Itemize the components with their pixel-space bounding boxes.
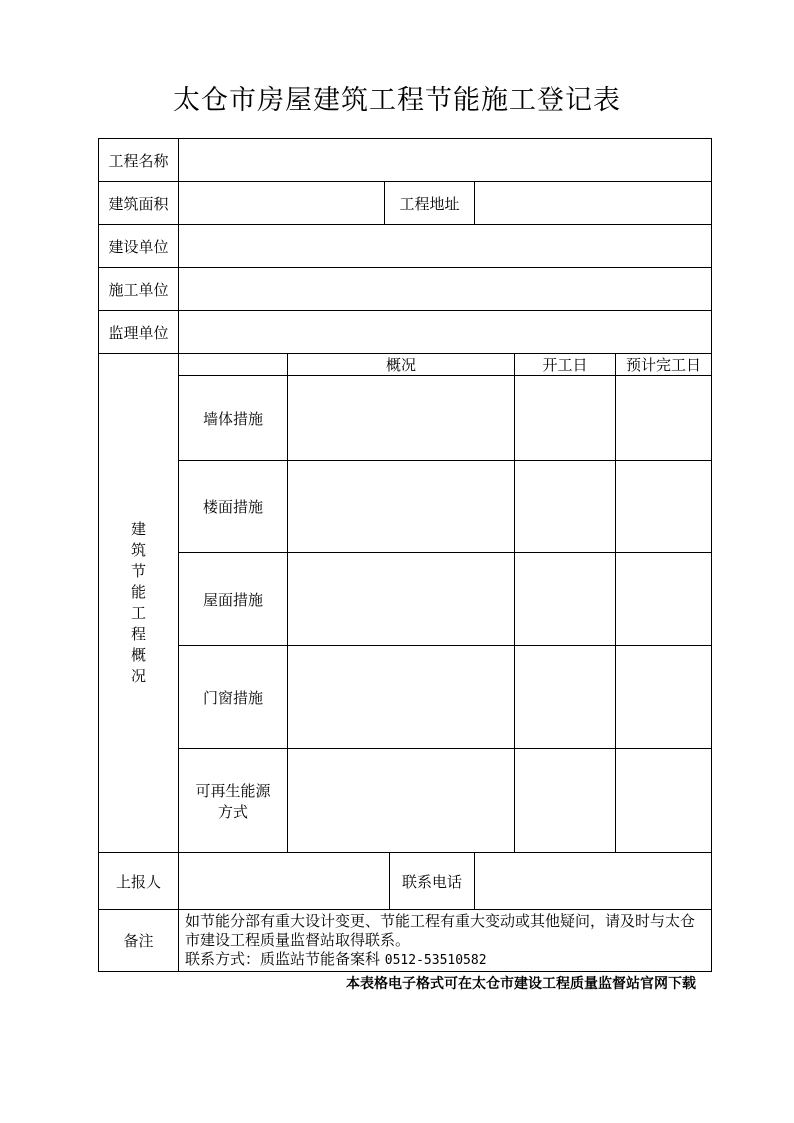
- renewable-energy-label: 可再生能源方式: [179, 749, 288, 853]
- door-window-summary-field[interactable]: [288, 646, 515, 749]
- floor-finish-field[interactable]: [616, 461, 712, 553]
- expected-finish-header: 预计完工日: [616, 354, 712, 376]
- contact-phone-field[interactable]: [475, 853, 712, 910]
- door-window-finish-field[interactable]: [616, 646, 712, 749]
- renewable-summary-field[interactable]: [288, 749, 515, 853]
- summary-header: 概况: [288, 354, 515, 376]
- project-address-label: 工程地址: [385, 182, 475, 225]
- remarks-line-2: 联系方式：质监站节能备案科 0512-53510582: [185, 949, 487, 968]
- download-note: 本表格电子格式可在太仓市建设工程质量监督站官网下载: [346, 976, 696, 992]
- reporter-label: 上报人: [99, 853, 179, 910]
- measure-header-blank: [179, 354, 288, 376]
- contact-phone-label: 联系电话: [390, 853, 475, 910]
- remarks-label: 备注: [99, 910, 179, 972]
- remarks-content: [179, 910, 712, 972]
- contact-phone-number: 0512-53510582: [384, 952, 487, 968]
- start-date-header: 开工日: [515, 354, 616, 376]
- floor-summary-field[interactable]: [288, 461, 515, 553]
- registration-form: [98, 138, 712, 972]
- remarks-line-1: 如节能分部有重大设计变更、节能工程有重大变动或其他疑问，请及时与太仓市建设工程质量监督站取得联系。: [185, 911, 696, 949]
- project-name-label: 工程名称: [99, 139, 179, 182]
- building-area-label: 建筑面积: [99, 182, 179, 225]
- renewable-start-field[interactable]: [515, 749, 616, 853]
- roof-summary-field[interactable]: [288, 553, 515, 646]
- wall-finish-field[interactable]: [616, 376, 712, 461]
- wall-summary-field[interactable]: [288, 376, 515, 461]
- door-window-measure-label: 门窗措施: [179, 646, 288, 749]
- wall-measure-label: 墙体措施: [179, 376, 288, 461]
- roof-measure-label: 屋面措施: [179, 553, 288, 646]
- reporter-field[interactable]: [179, 853, 390, 910]
- floor-start-field[interactable]: [515, 461, 616, 553]
- supervision-unit-label: 监理单位: [99, 311, 179, 354]
- door-window-start-field[interactable]: [515, 646, 616, 749]
- page-title: 太仓市房屋建筑工程节能施工登记表: [173, 85, 621, 116]
- roof-start-field[interactable]: [515, 553, 616, 646]
- building-area-field[interactable]: [179, 182, 385, 225]
- contractor-unit-field[interactable]: [179, 268, 712, 311]
- roof-finish-field[interactable]: [616, 553, 712, 646]
- wall-start-field[interactable]: [515, 376, 616, 461]
- energy-overview-side-label: 建 筑 节 能 工 程 概 况: [99, 354, 179, 853]
- contractor-unit-label: 施工单位: [99, 268, 179, 311]
- project-address-field[interactable]: [475, 182, 712, 225]
- renewable-finish-field[interactable]: [616, 749, 712, 853]
- floor-measure-label: 楼面措施: [179, 461, 288, 553]
- construction-unit-field[interactable]: [179, 225, 712, 268]
- project-name-field[interactable]: [179, 139, 712, 182]
- construction-unit-label: 建设单位: [99, 225, 179, 268]
- supervision-unit-field[interactable]: [179, 311, 712, 354]
